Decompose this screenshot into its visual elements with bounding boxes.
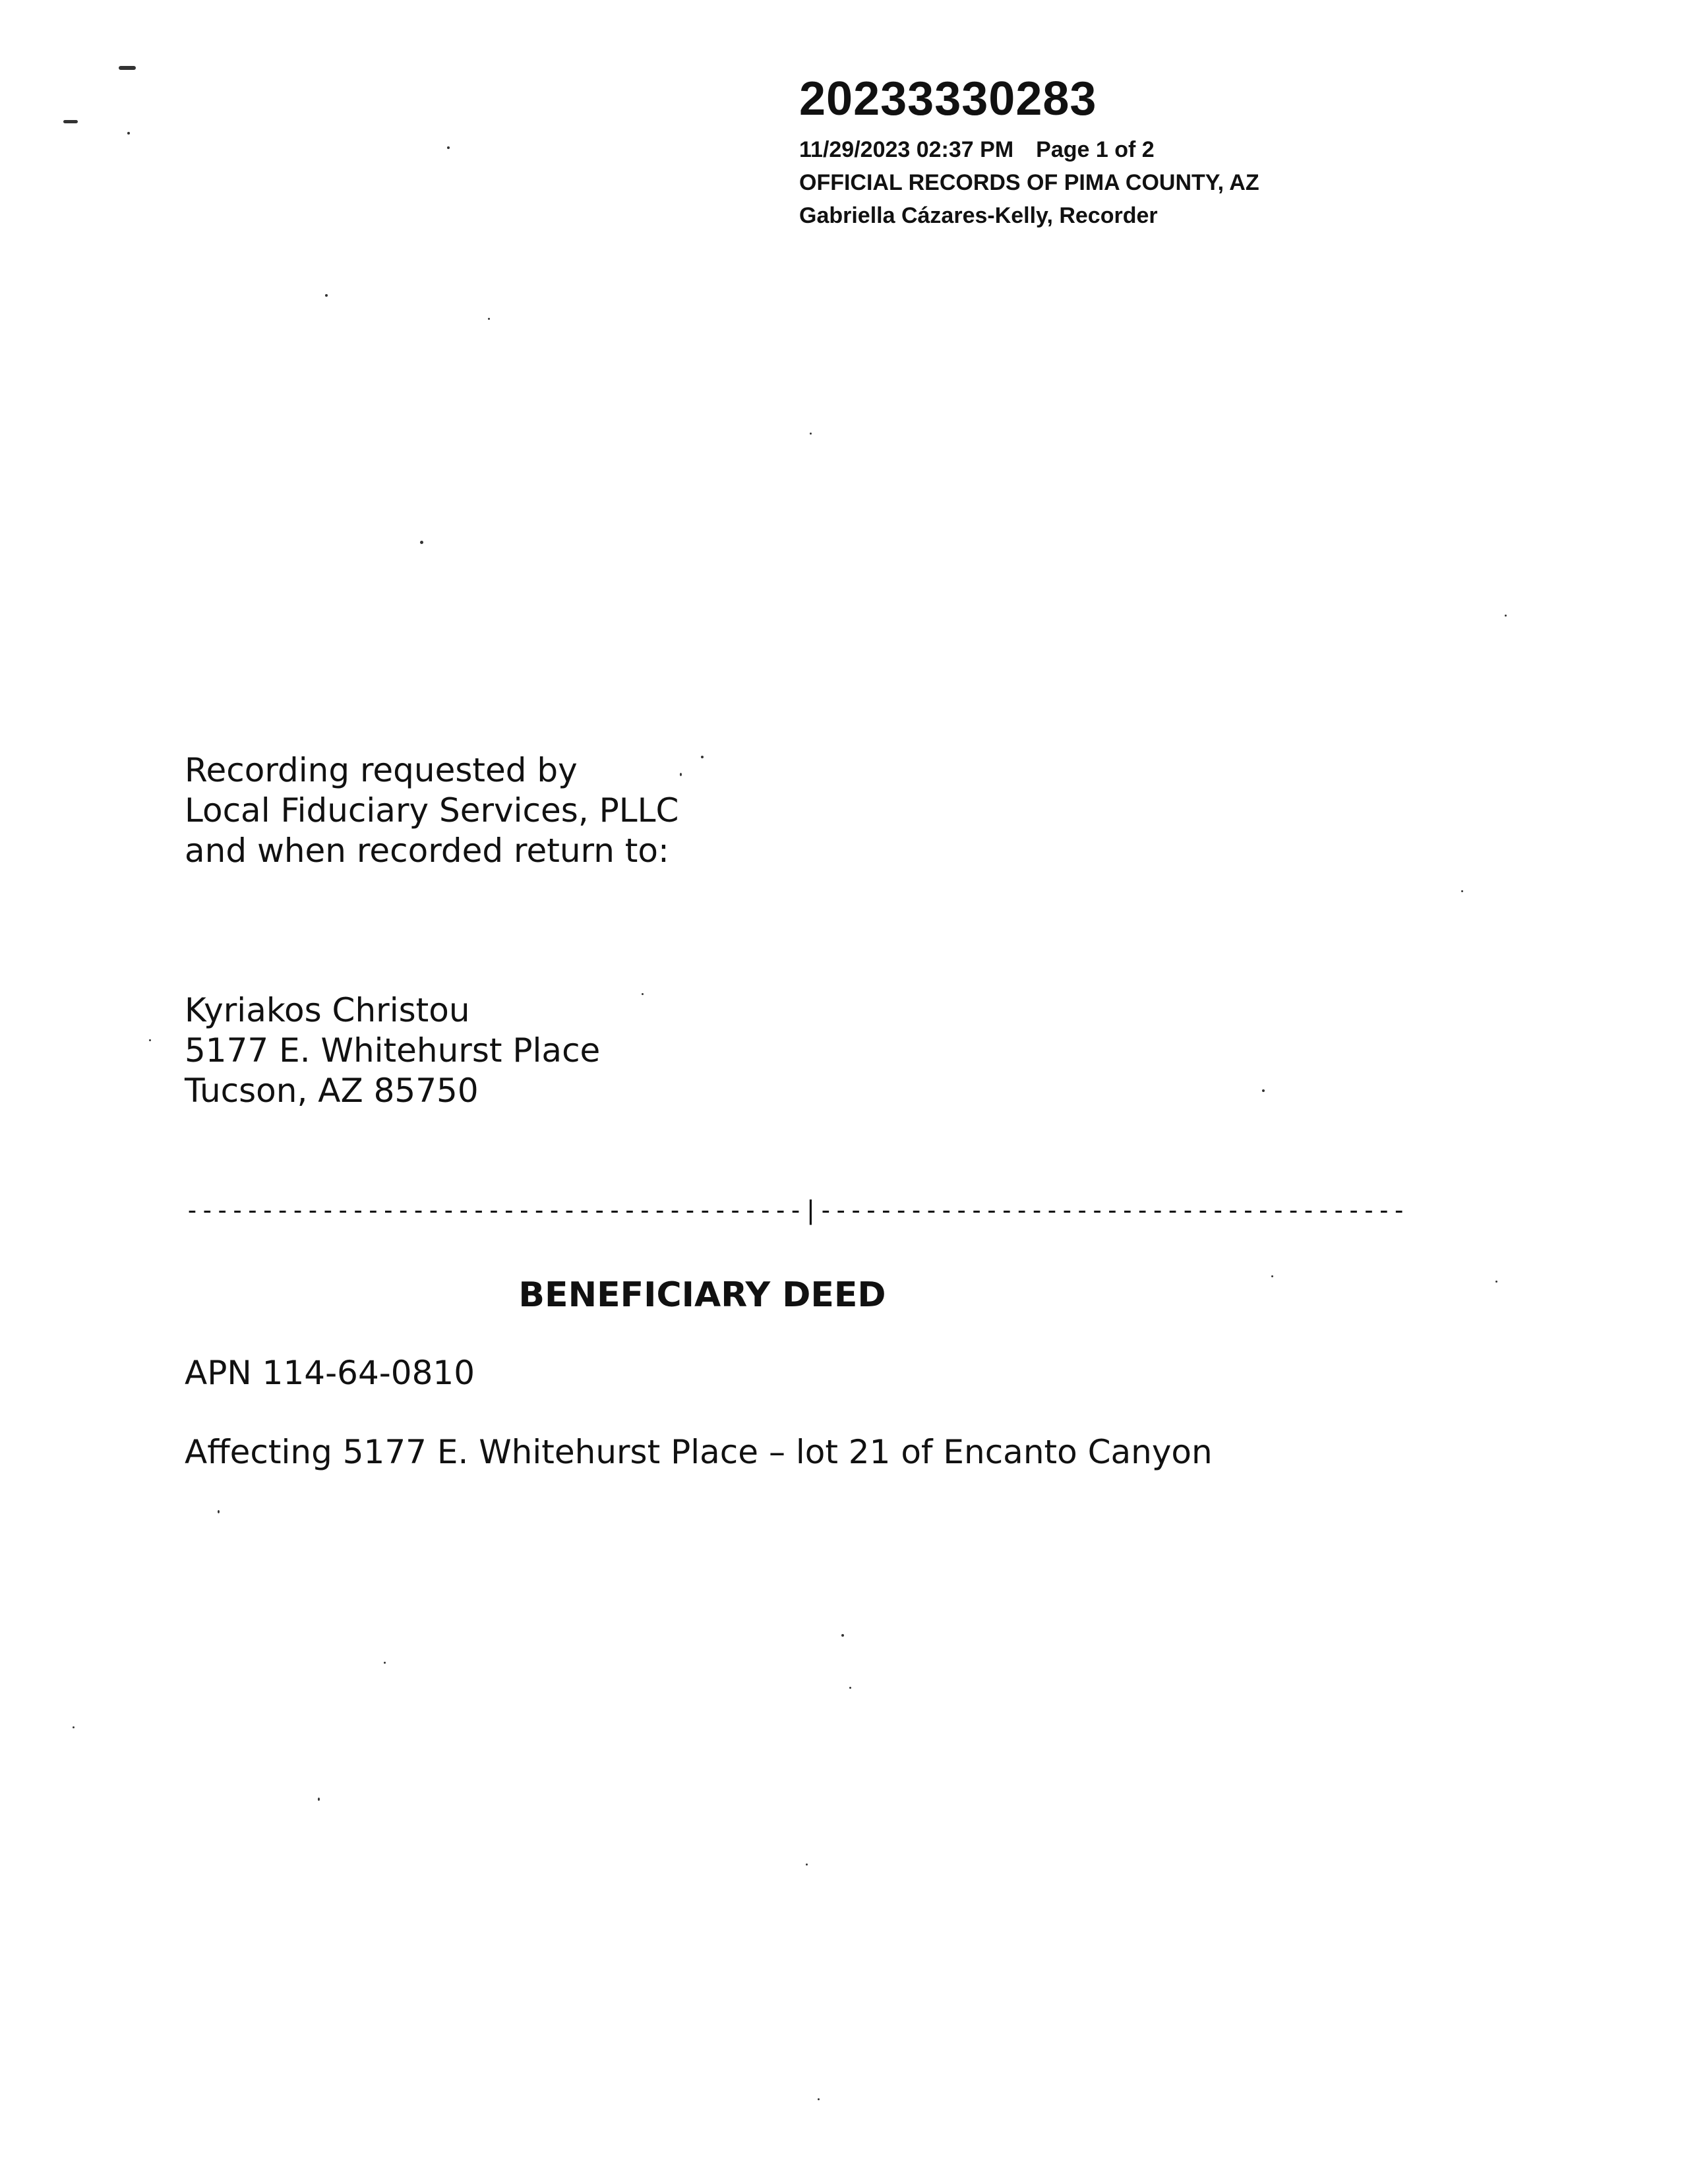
- return-address-city: Tucson, AZ 85750: [185, 1072, 479, 1110]
- page-info: Page 1 of 2: [1036, 137, 1155, 162]
- recording-date-page: [799, 133, 1259, 166]
- recorder-name: Gabriella Cázares-Kelly, Recorder: [799, 203, 1158, 228]
- scan-speck: [420, 541, 423, 544]
- scan-speck: [806, 1864, 808, 1866]
- scan-speck: [73, 1726, 75, 1728]
- recorder-stamp: [799, 71, 1259, 232]
- scan-speck: [325, 294, 328, 297]
- scan-speck: [701, 756, 704, 758]
- recording-request-block: [185, 750, 678, 871]
- scan-speck: [841, 1634, 844, 1637]
- affecting-line: Affecting 5177 E. Whitehurst Place – lot 21 of Encanto Canyon: [185, 1433, 1213, 1471]
- scan-speck: [642, 993, 644, 995]
- scan-speck: [218, 1510, 220, 1513]
- return-address-street: 5177 E. Whitehurst Place: [185, 1031, 601, 1070]
- recording-request-line: Local Fiduciary Services, PLLC: [185, 791, 679, 830]
- recording-office: OFFICIAL RECORDS OF PIMA COUNTY, AZ: [799, 170, 1259, 195]
- scan-speck: [318, 1798, 320, 1801]
- recording-date-time: 11/29/2023 02:37 PM: [799, 137, 1014, 162]
- scan-speck: [1262, 1089, 1265, 1092]
- scan-speck: [810, 433, 812, 435]
- deed-title: BENEFICIARY DEED: [518, 1275, 886, 1315]
- scan-speck: [1461, 890, 1463, 892]
- scan-speck: [1495, 1281, 1497, 1283]
- scan-speck: [1271, 1275, 1273, 1277]
- scan-speck: [384, 1662, 386, 1664]
- scan-speck: [680, 773, 682, 776]
- apn-line: APN 114-64-0810: [185, 1354, 475, 1392]
- return-address-name: Kyriakos Christou: [185, 991, 470, 1029]
- scan-speck: [488, 318, 490, 320]
- scan-speck: [119, 66, 136, 70]
- scan-speck: [63, 120, 78, 123]
- section-divider: -----------------------------------------|---------------------------------------: [185, 1196, 1407, 1225]
- document-number: 20233330283: [799, 73, 1097, 125]
- scan-speck: [1505, 615, 1507, 617]
- recording-request-line: and when recorded return to:: [185, 832, 669, 870]
- return-address-block: [185, 990, 600, 1111]
- scan-speck: [127, 132, 130, 135]
- scan-speck: [447, 146, 450, 149]
- scan-speck: [849, 1687, 851, 1689]
- scan-speck: [818, 2098, 820, 2100]
- scan-speck: [149, 1039, 151, 1041]
- recording-request-line: Recording requested by: [185, 751, 578, 789]
